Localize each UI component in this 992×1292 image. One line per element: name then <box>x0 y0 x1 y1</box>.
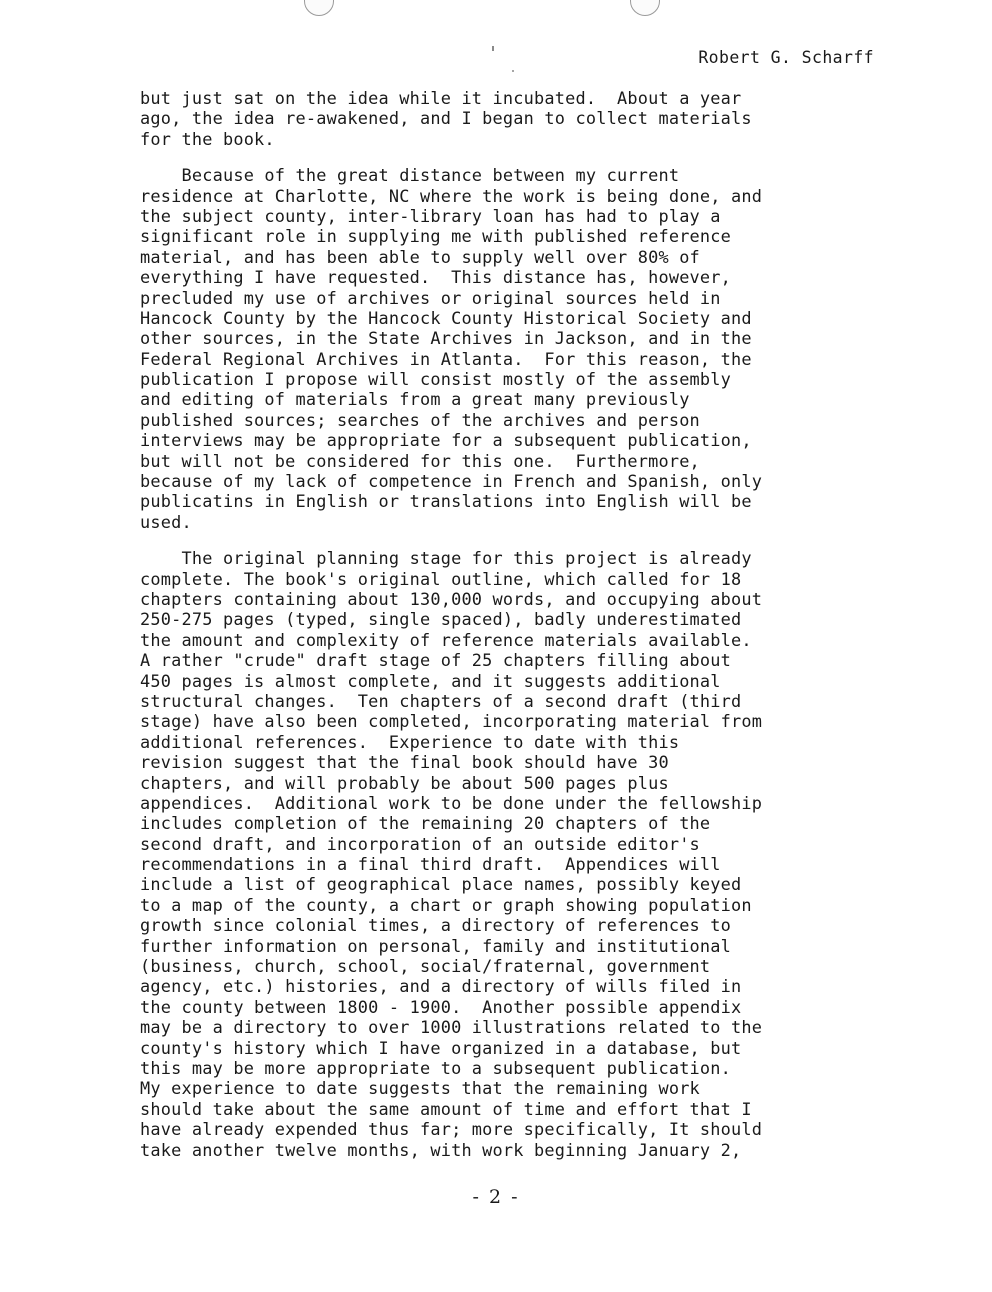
text-line: because of my lack of competence in French and Spanish, only <box>140 471 763 492</box>
text-line: other sources, in the State Archives in Jackson, and in the <box>140 328 752 349</box>
text-line: used. <box>140 511 192 532</box>
paragraph <box>140 548 866 1160</box>
paragraph <box>140 165 866 532</box>
paragraph <box>140 88 866 149</box>
text-line: may be a directory to over 1000 illustrations related to the <box>140 1017 763 1038</box>
text-line: Federal Regional Archives in Atlanta. For this reason, the <box>140 348 752 369</box>
text-line: (business, church, school, social/fraternal, government <box>140 956 711 977</box>
text-line: Because of the great distance between my current <box>140 165 680 186</box>
text-line: My experience to date suggests that the remaining work <box>140 1078 700 1099</box>
text-line: precluded my use of archives or original sources held in <box>140 287 721 308</box>
text-line: further information on personal, family and institutional <box>140 935 732 956</box>
text-line: interviews may be appropriate for a subsequent publication, <box>140 430 752 451</box>
letter-body <box>140 88 866 1160</box>
text-line: A rather "crude" draft stage of 25 chapters filling about <box>140 650 732 671</box>
text-line: complete. The book's original outline, which called for 18 <box>140 568 742 589</box>
text-line: chapters containing about 130,000 words, and occupying about <box>140 588 763 609</box>
text-line: publicatins in English or translations into English will be <box>140 491 752 512</box>
text-line: significant role in supplying me with published reference <box>140 226 732 247</box>
text-line: second draft, and incorporation of an outside editor's <box>140 833 700 854</box>
text-line: The original planning stage for this project is already <box>140 548 752 569</box>
text-line: but just sat on the idea while it incubated. About a year <box>140 88 742 108</box>
text-line: this may be more appropriate to a subsequent publication. <box>140 1057 732 1078</box>
paragraph-gap <box>140 149 866 165</box>
text-line: includes completion of the remaining 20 chapters of the <box>140 813 711 834</box>
text-line: but will not be considered for this one. Furthermore, <box>140 450 700 471</box>
text-line: residence at Charlotte, NC where the work is being done, and <box>140 185 763 206</box>
text-line: recommendations in a final third draft. Appendices will <box>140 854 721 875</box>
text-line: publication I propose will consist mostly of the assembly <box>140 369 732 390</box>
text-line: growth since colonial times, a directory of references to <box>140 915 732 936</box>
text-line: the amount and complexity of reference materials available. <box>140 629 752 650</box>
punch-hole-left <box>304 0 334 16</box>
text-line: the county between 1800 - 1900. Another possible appendix <box>140 996 742 1017</box>
text-line: material, and has been able to supply well over 80% of <box>140 246 700 267</box>
text-line: and editing of materials from a great many previously <box>140 389 690 410</box>
scan-speck <box>492 46 494 51</box>
text-line: stage) have also been completed, incorporating material from <box>140 711 763 732</box>
text-line: include a list of geographical place names, possibly keyed <box>140 874 742 895</box>
scan-speck <box>512 70 514 72</box>
text-line: Hancock County by the Hancock County Historical Society and <box>140 307 752 328</box>
text-line: have already expended thus far; more specifically, It should <box>140 1119 763 1140</box>
text-line: county's history which I have organized in a database, but <box>140 1037 742 1058</box>
text-line: chapters, and will probably be about 500 pages plus <box>140 772 669 793</box>
text-line: everything I have requested. This distance has, however, <box>140 267 732 288</box>
text-line: published sources; searches of the archives and person <box>140 409 700 430</box>
text-line: should take about the same amount of time and effort that I <box>140 1098 752 1119</box>
text-line: agency, etc.) histories, and a directory of wills filed in <box>140 976 742 997</box>
text-line: additional references. Experience to date with this <box>140 731 680 752</box>
text-line: take another twelve months, with work beginning January 2, <box>140 1139 742 1160</box>
text-line: the subject county, inter-library loan has had to play a <box>140 205 721 226</box>
author-header: Robert G. Scharff <box>698 48 874 67</box>
text-line: revision suggest that the final book should have 30 <box>140 752 669 773</box>
text-line: appendices. Additional work to be done under the fellowship <box>140 792 763 813</box>
text-line: structural changes. Ten chapters of a second draft (third <box>140 690 742 711</box>
text-line: to a map of the county, a chart or graph showing population <box>140 894 752 915</box>
text-line: ago, the idea re-awakened, and I began to collect materials <box>140 108 752 129</box>
text-line: 250-275 pages (typed, single spaced), badly underestimated <box>140 609 742 630</box>
paragraph-gap <box>140 532 866 548</box>
page-number: - 2 - <box>472 1186 520 1208</box>
text-line: 450 pages is almost complete, and it suggests additional <box>140 670 721 691</box>
punch-hole-right <box>630 0 660 16</box>
text-line: for the book. <box>140 128 275 149</box>
